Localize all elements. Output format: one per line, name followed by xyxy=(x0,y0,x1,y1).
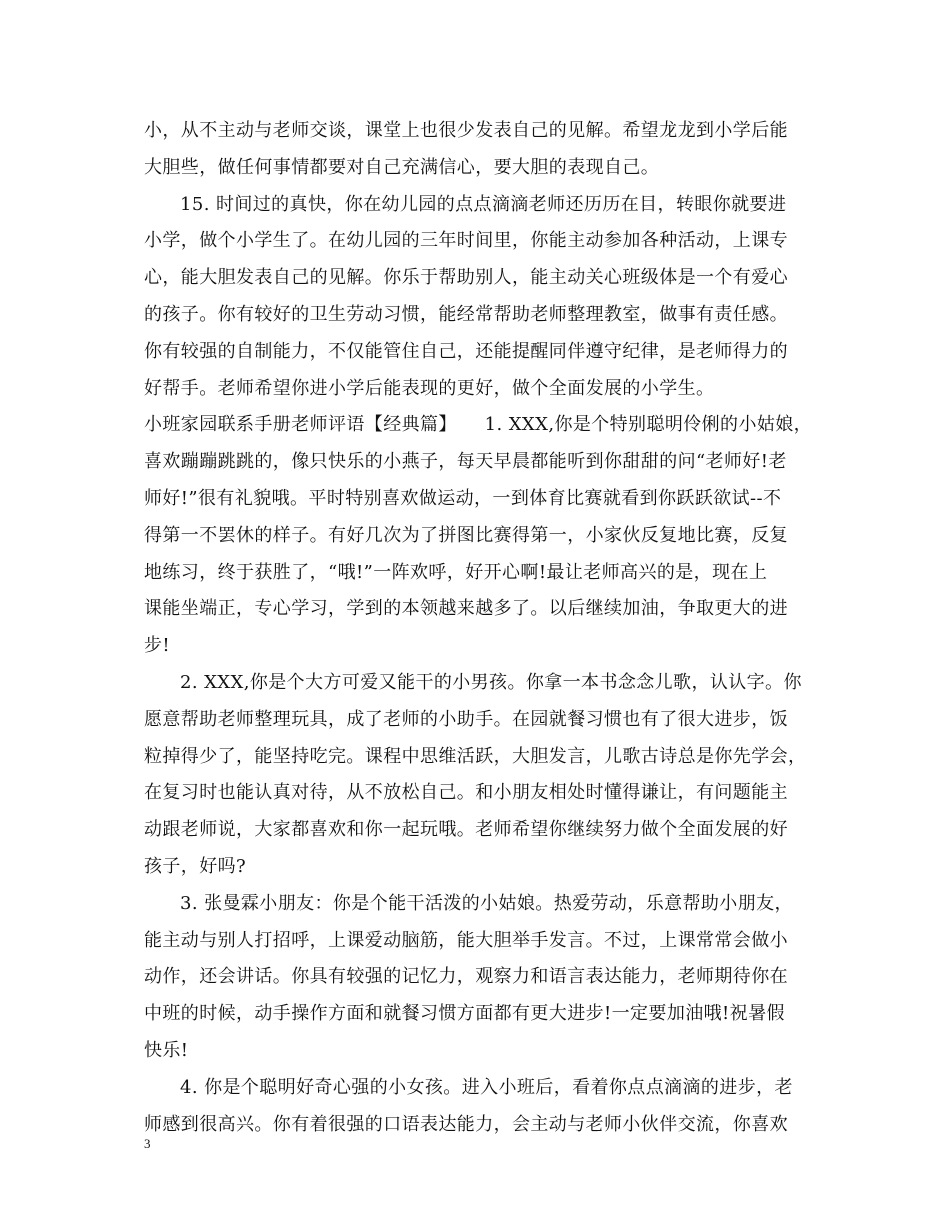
text-line: 好帮手。老师希望你进小学后能表现的更好，做个全面发展的小学生。 xyxy=(144,377,715,399)
text-line: 2. XXX,你是个大方可爱又能干的小男孩。你拿一本书念念儿歌，认认字。你 xyxy=(180,671,802,693)
text-line: 15. 时间过的真快，你在幼儿园的点点滴滴老师还历历在目，转眼你就要进 xyxy=(180,193,787,215)
text-line: 愿意帮助老师整理玩具，成了老师的小助手。在园就餐习惯也有了很大进步，饭 xyxy=(144,708,788,730)
text-line: 大胆些，做任何事情都要对自己充满信心，要大胆的表现自己。 xyxy=(144,156,660,178)
text-line: 地练习，终于获胜了，“哦!”一阵欢呼，好开心啊!最让老师高兴的是，现在上 xyxy=(144,561,768,583)
text-line: 得第一不罢休的样子。有好几次为了拼图比赛得第一，小家伙反复地比赛，反复 xyxy=(144,524,788,546)
text-line: 粒掉得少了，能坚持吃完。课程中思维活跃，大胆发言，儿歌古诗总是你先学会， xyxy=(144,745,807,767)
text-line: 小学，做个小学生了。在幼儿园的三年时间里，你能主动参加各种活动，上课专 xyxy=(144,230,788,252)
text-line: 心，能大胆发表自己的见解。你乐于帮助别人，能主动关心班级体是一个有爱心 xyxy=(144,267,788,289)
text-line: 孩子，好吗? xyxy=(144,855,247,877)
text-line: 动作，还会讲话。你具有较强的记忆力，观察力和语言表达能力，老师期待你在 xyxy=(144,966,788,988)
text-line: 4. 你是个聪明好奇心强的小女孩。进入小班后，看着你点点滴滴的进步，老 xyxy=(180,1076,793,1098)
text-line: 快乐! xyxy=(144,1039,189,1061)
text-line: 步! xyxy=(144,635,171,657)
text-line: 动跟老师说，大家都喜欢和你一起玩哦。老师希望你继续努力做个全面发展的好 xyxy=(144,819,788,841)
text-line: 3. 张曼霖小朋友：你是个能干活泼的小姑娘。热爱劳动，乐意帮助小朋友， xyxy=(180,892,793,914)
text-line: 的孩子。你有较好的卫生劳动习惯，能经常帮助老师整理教室，做事有责任感。 xyxy=(144,303,788,325)
text-line: 在复习时也能认真对待，从不放松自己。和小朋友相处时懂得谦让，有问题能主 xyxy=(144,782,788,804)
section-heading-line: 小班家园联系手册老师评语【经典篇】 1. XXX,你是个特别聪明伶俐的小姑娘， xyxy=(144,414,813,436)
body-text xyxy=(144,113,814,1143)
page-number: 3 xyxy=(144,1136,151,1151)
text-line: 能主动与别人打招呼，上课爱动脑筋，能大胆举手发言。不过，上课常常会做小 xyxy=(144,929,788,951)
text-line: 中班的时候，动手操作方面和就餐习惯方面都有更大进步!一定要加油哦!祝暑假 xyxy=(144,1003,785,1025)
text-line: 你有较强的自制能力，不仅能管住自己，还能提醒同伴遵守纪律，是老师得力的 xyxy=(144,340,788,362)
text-line: 小，从不主动与老师交谈，课堂上也很少发表自己的见解。希望龙龙到小学后能 xyxy=(144,120,788,141)
text-line: 课能坐端正，专心学习，学到的本领越来越多了。以后继续加油，争取更大的进 xyxy=(144,598,788,620)
text-line: 师好!”很有礼貌哦。平时特别喜欢做运动，一到体育比赛就看到你跃跃欲试--不 xyxy=(144,487,782,509)
text-line: 喜欢蹦蹦跳跳的，像只快乐的小燕子，每天早晨都能听到你甜甜的问“老师好!老 xyxy=(144,451,787,473)
text-line: 师感到很高兴。你有着很强的口语表达能力，会主动与老师小伙伴交流，你喜欢 xyxy=(144,1113,788,1135)
